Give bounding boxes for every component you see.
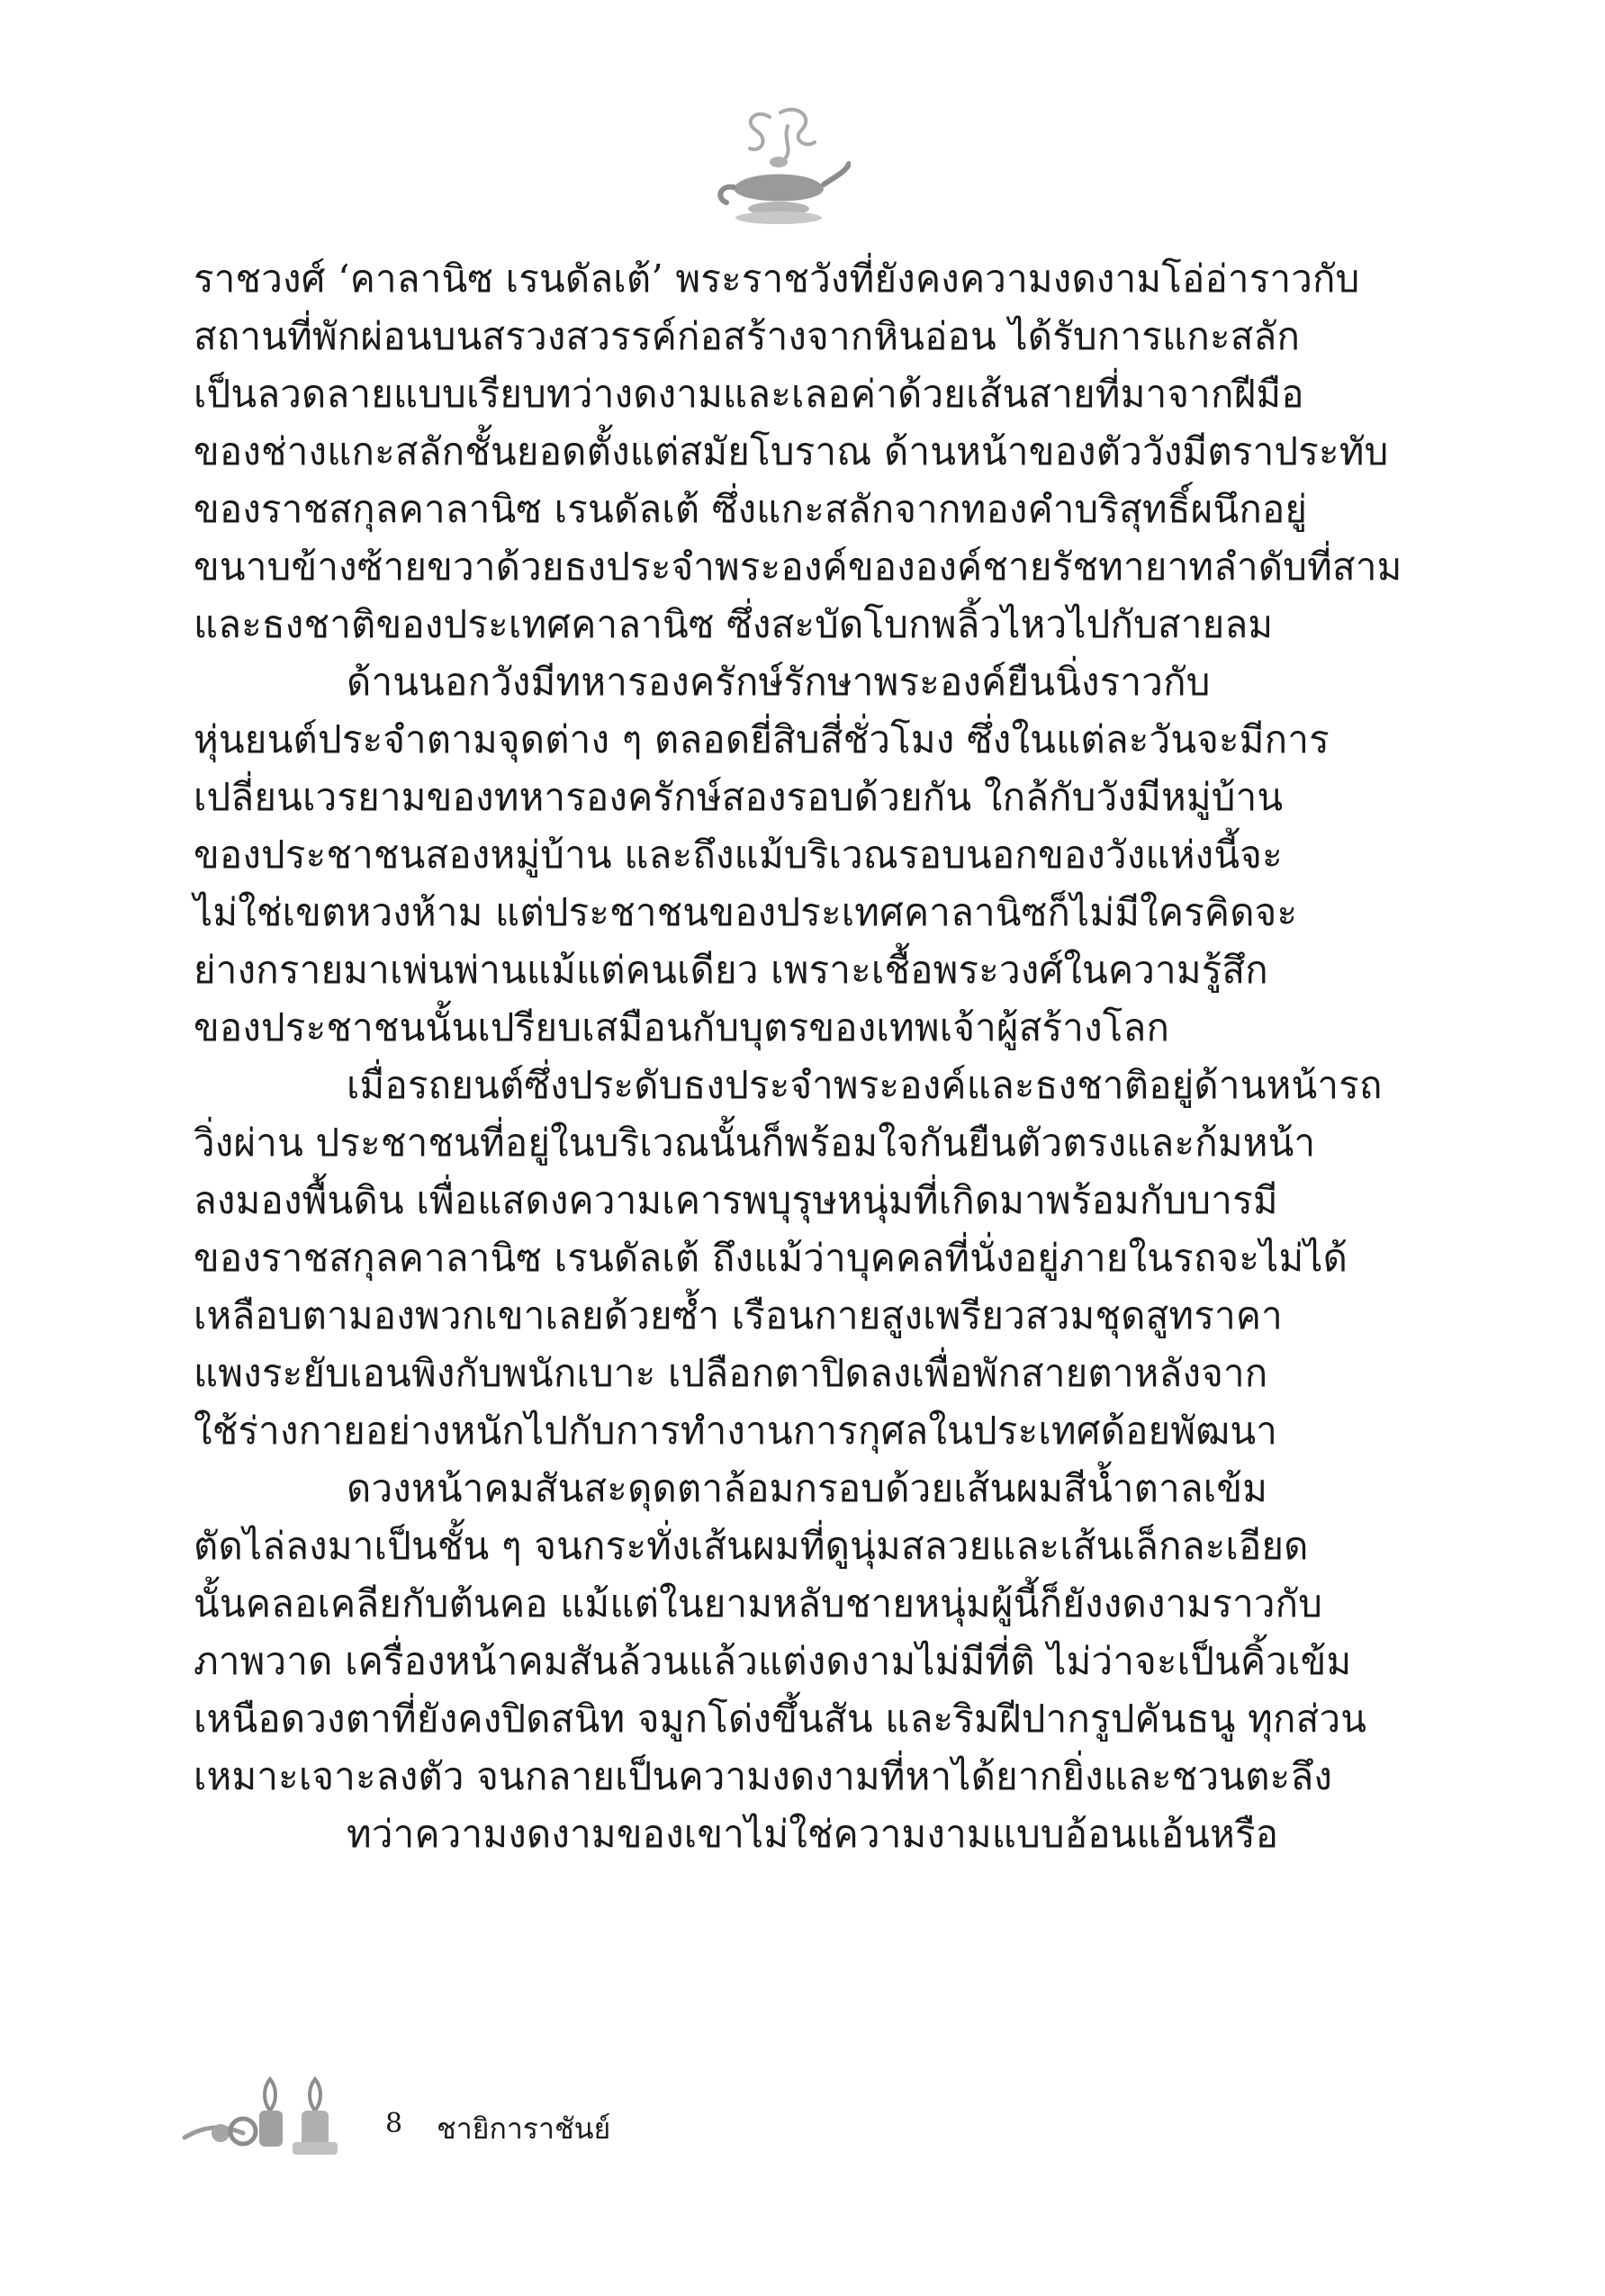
paragraph xyxy=(194,653,1400,1057)
text-line: ราชวงศ์ ‘คาลานิซ เรนดัลเต้’ พระราชวังที่ยังคงความงดงามโอ่อ่าราวกับ xyxy=(194,257,1360,301)
page-number: 8 xyxy=(385,2108,403,2139)
text-line: ภาพวาด เครื่องหน้าคมสันล้วนแล้วแต่งดงามไม่มีที่ติ ไม่ว่าจะเป็นคิ้วเข้ม xyxy=(194,1639,1352,1683)
text-line: ลงมองพื้นดิน เพื่อแสดงความเคารพบุรุษหนุ่มที่เกิดมาพร้อมกับบารมี xyxy=(194,1178,1278,1222)
text-line: เหนือดวงตาที่ยังคงปิดสนิท จมูกโด่งขึ้นสัน และริมฝีปากรูปคันธนู ทุกส่วน xyxy=(194,1697,1367,1741)
text-line: เปลี่ยนเวรยามของทหารองครักษ์สองรอบด้วยกัน ใกล้กับวังมีหมู่บ้าน xyxy=(194,775,1284,819)
jewelry-ornament-icon xyxy=(180,2061,351,2165)
text-line: วิ่งผ่าน ประชาชนที่อยู่ในบริเวณนั้นก็พร้อมใจกันยืนตัวตรงและก้มหน้า xyxy=(194,1121,1316,1165)
text-line: ของราชสกุลคาลานิซ เรนดัลเต้ ซึ่งแกะสลักจากทองคำบริสุทธิ์ผนึกอยู่ xyxy=(194,487,1308,531)
body-text xyxy=(194,250,1400,1863)
text-line: แพงระยับเอนพิงกับพนักเบาะ เปลือกตาปิดลงเพื่อพักสายตาหลังจาก xyxy=(194,1351,1268,1395)
paragraph xyxy=(194,1460,1400,1805)
text-line: ตัดไล่ลงมาเป็นชั้น ๆ จนกระทั่งเส้นผมที่ดูนุ่มสลวยและเส้นเล็กละเอียด xyxy=(194,1524,1309,1568)
text-line: ของช่างแกะสลักชั้นยอดตั้งแต่สมัยโบราณ ด้านหน้าของตัววังมีตราประทับ xyxy=(194,429,1389,473)
text-line: ด้านนอกวังมีทหารองครักษ์รักษาพระองค์ยืนนิ่งราวกับ xyxy=(347,660,1211,704)
text-line: ของประชาชนนั้นเปรียบเสมือนกับบุตรของเทพเจ้าผู้สร้างโลก xyxy=(194,1005,1170,1049)
book-title: ชายิการาชันย์ xyxy=(437,2111,611,2146)
text-line: ของราชสกุลคาลานิซ เรนดัลเต้ ถึงแม้ว่าบุคคลที่นั่งอยู่ภายในรถจะไม่ได้ xyxy=(194,1236,1348,1280)
paragraph xyxy=(194,1805,1400,1863)
text-line: เมื่อรถยนต์ซึ่งประดับธงประจำพระองค์และธงชาติอยู่ด้านหน้ารถ xyxy=(347,1063,1383,1107)
text-line: ไม่ใช่เขตหวงห้าม แต่ประชาชนของประเทศคาลานิซก็ไม่มีใครคิดจะ xyxy=(194,890,1298,934)
text-line: ใช้ร่างกายอย่างหนักไปกับการทำงานการกุศลในประเทศด้อยพัฒนา xyxy=(194,1409,1278,1453)
text-line: สถานที่พักผ่อนบนสรวงสวรรค์ก่อสร้างจากหินอ่อน ได้รับการแกะสลัก xyxy=(194,314,1301,358)
text-line: ขนาบข้างซ้ายขวาด้วยธงประจำพระองค์ขององค์ชายรัชทายาทลำดับที่สาม xyxy=(194,545,1402,589)
genie-lamp-icon xyxy=(707,99,851,234)
text-line: นั้นคลอเคลียกับต้นคอ แม้แต่ในยามหลับชายหนุ่มผู้นี้ก็ยังงดงามราวกับ xyxy=(194,1581,1323,1625)
paragraph xyxy=(194,1057,1400,1460)
text-line: เหมาะเจาะลงตัว จนกลายเป็นความงดงามที่หาได้ยากยิ่งและชวนตะลึง xyxy=(194,1754,1333,1798)
text-line: ย่างกรายมาเพ่นพ่านแม้แต่คนเดียว เพราะเชื้อพระวงศ์ในความรู้สึก xyxy=(194,948,1268,992)
text-line: ของประชาชนสองหมู่บ้าน และถึงแม้บริเวณรอบนอกของวังแห่งนี้จะ xyxy=(194,833,1283,877)
text-line: หุ่นยนต์ประจำตามจุดต่าง ๆ ตลอดยี่สิบสี่ชั่วโมง ซึ่งในแต่ละวันจะมีการ xyxy=(194,717,1330,761)
text-line: ดวงหน้าคมสันสะดุดตาล้อมกรอบด้วยเส้นผมสีน้ำตาลเข้ม xyxy=(347,1466,1268,1510)
page-footer xyxy=(180,2061,990,2169)
text-line: เหลือบตามองพวกเขาเลยด้วยซ้ำ เรือนกายสูงเพรียวสวมชุดสูทราคา xyxy=(194,1293,1283,1337)
paragraph xyxy=(194,250,1400,653)
text-line: ทว่าความงดงามของเขาไม่ใช่ความงามแบบอ้อนแอ้นหรือ xyxy=(347,1812,1279,1856)
text-line: และธงชาติของประเทศคาลานิซ ซึ่งสะบัดโบกพลิ้วไหวไปกับสายลม xyxy=(194,602,1274,646)
text-line: เป็นลวดลายแบบเรียบทว่างดงามและเลอค่าด้วยเส้นสายที่มาจากฝีมือ xyxy=(194,372,1304,416)
